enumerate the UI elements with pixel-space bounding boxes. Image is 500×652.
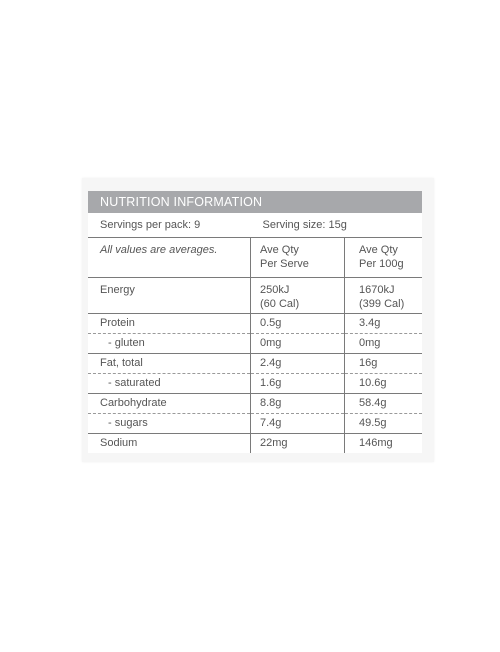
table-row-gluten xyxy=(88,334,422,354)
row-per-100g: 10.6g xyxy=(345,374,423,394)
row-per-serve: 7.4g xyxy=(251,414,345,434)
nutrition-panel xyxy=(88,191,422,453)
table-row-saturated xyxy=(88,374,422,394)
row-label: - gluten xyxy=(108,337,145,349)
row-per-serve: 22mg xyxy=(251,434,345,454)
row-per-serve: 8.8g xyxy=(251,394,345,414)
col-per-100g-line2: Per 100g xyxy=(359,258,404,270)
row-per-serve: 0mg xyxy=(251,334,345,354)
servings-row xyxy=(88,213,422,238)
col-per-serve-line1: Ave Qty xyxy=(260,244,299,256)
row-per-serve: 0.5g xyxy=(251,314,345,334)
row-per-100g xyxy=(345,278,423,314)
row-label: Energy xyxy=(88,278,251,314)
servings-per-pack: Servings per pack: 9 xyxy=(88,213,251,238)
row-label: - saturated xyxy=(108,377,161,389)
panel-title: NUTRITION INFORMATION xyxy=(88,191,422,213)
table-row-carbohydrate xyxy=(88,394,422,414)
table-row-sodium xyxy=(88,434,422,454)
row-label-cell xyxy=(88,334,251,354)
col-per-100g-line1: Ave Qty xyxy=(359,244,398,256)
energy-cal-100g: (399 Cal) xyxy=(359,298,405,310)
row-label: Carbohydrate xyxy=(88,394,251,414)
row-label: Fat, total xyxy=(88,354,251,374)
row-per-100g: 49.5g xyxy=(345,414,423,434)
col-per-serve-line2: Per Serve xyxy=(260,258,309,270)
row-per-100g: 3.4g xyxy=(345,314,423,334)
energy-cal-serve: (60 Cal) xyxy=(260,298,300,310)
row-label-cell xyxy=(88,374,251,394)
row-label: Protein xyxy=(88,314,251,334)
row-per-100g: 16g xyxy=(345,354,423,374)
table-row-sugars xyxy=(88,414,422,434)
serving-size: Serving size: 15g xyxy=(251,213,423,238)
row-label-cell xyxy=(88,414,251,434)
nutrition-card xyxy=(82,178,434,462)
row-per-100g: 0mg xyxy=(345,334,423,354)
row-label: Sodium xyxy=(100,437,138,449)
averages-note: All values are averages. xyxy=(88,238,251,278)
row-per-serve xyxy=(251,278,345,314)
row-per-serve: 1.6g xyxy=(251,374,345,394)
row-per-serve: 2.4g xyxy=(251,354,345,374)
col-per-100g-header xyxy=(345,238,423,278)
row-label: - sugars xyxy=(108,417,148,429)
energy-kj-100g: 1670kJ xyxy=(359,284,395,296)
table-row-protein xyxy=(88,314,422,334)
table-row-energy xyxy=(88,278,422,314)
row-per-100g: 58.4g xyxy=(345,394,423,414)
energy-kj-serve: 250kJ xyxy=(260,284,290,296)
table-row-fat xyxy=(88,354,422,374)
column-header-row xyxy=(88,238,422,278)
row-per-100g: 146mg xyxy=(345,434,423,454)
nutrition-table xyxy=(88,213,422,453)
col-per-serve-header xyxy=(251,238,345,278)
